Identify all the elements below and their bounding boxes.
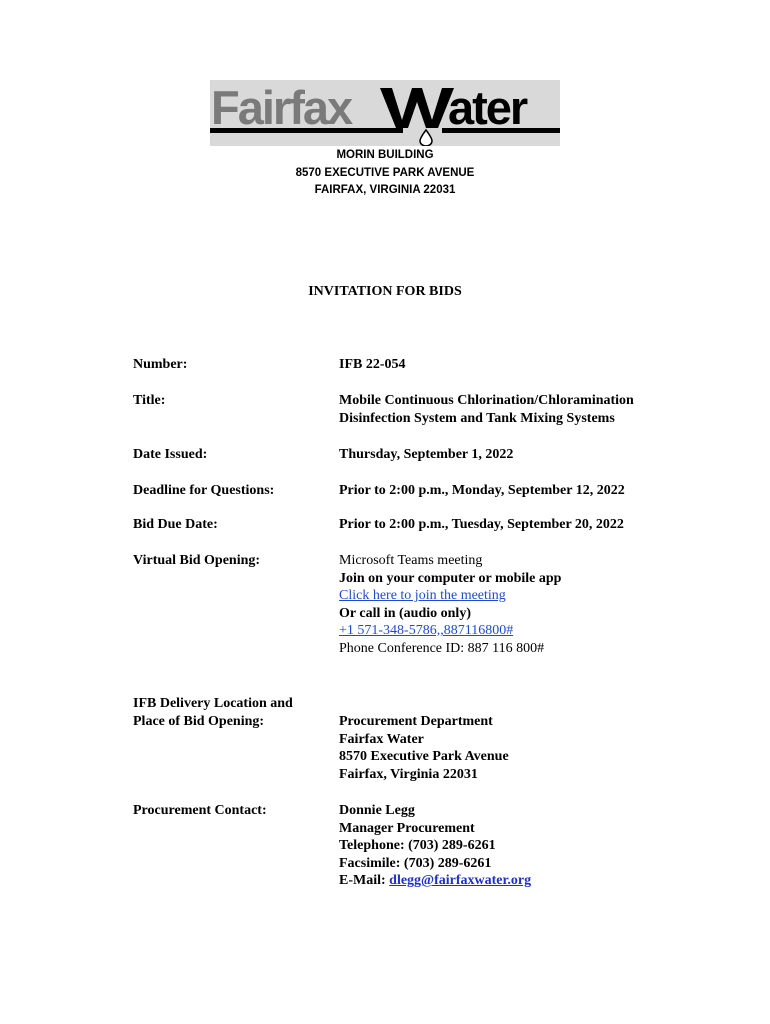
procurement-contact-value xyxy=(339,802,759,890)
phone-number-link[interactable]: +1 571-348-5786,,887116800# xyxy=(339,623,514,639)
address-line: FAIRFAX, VIRGINIA 22031 xyxy=(314,184,456,196)
conference-id-text: Phone Conference ID: 887 116 800# xyxy=(339,640,545,656)
deadline-value: Prior to 2:00 p.m., Monday, September 12, 2022 xyxy=(339,483,625,498)
call-in-text: Or call in (audio only) xyxy=(339,605,471,621)
delivery-location-label: IFB Delivery Location and Place of Bid Opening: xyxy=(133,696,293,729)
address-line: MORIN BUILDING xyxy=(336,149,434,161)
number-value: IFB 22-054 xyxy=(339,357,406,372)
contact-telephone: Telephone: (703) 289-6261 xyxy=(339,838,496,854)
date-issued-label: Date Issued: xyxy=(133,447,208,462)
virtual-bid-opening-value xyxy=(339,552,759,658)
procurement-contact-label: Procurement Contact: xyxy=(133,803,267,818)
join-text: Join on your computer or mobile app xyxy=(339,570,562,586)
contact-role: Manager Procurement xyxy=(339,820,475,836)
join-meeting-link[interactable]: Click here to join the meeting xyxy=(339,588,506,604)
email-link[interactable]: dlegg@fairfaxwater.org xyxy=(389,873,532,889)
bid-due-date-label: Bid Due Date: xyxy=(133,517,218,532)
logo-text-fairfax: Fairfax xyxy=(211,81,352,134)
virtual-bid-opening-label: Virtual Bid Opening: xyxy=(133,553,261,568)
email-label: E-Mail: xyxy=(339,873,390,889)
bid-due-date-value: Prior to 2:00 p.m., Tuesday, September 20, 2022 xyxy=(339,517,624,532)
title-value: Mobile Continuous Chlorination/Chloramination Disinfection System and Tank Mixing Systems xyxy=(339,393,634,426)
logo-text-water: ater xyxy=(448,81,527,134)
teams-meeting-text: Microsoft Teams meeting xyxy=(339,553,483,568)
contact-name: Donnie Legg xyxy=(339,803,415,818)
contact-facsimile: Facsimile: (703) 289-6261 xyxy=(339,855,492,871)
deadline-label: Deadline for Questions: xyxy=(133,483,275,498)
address-block xyxy=(0,147,770,200)
fairfax-water-logo xyxy=(210,80,560,146)
date-issued-value: Thursday, September 1, 2022 xyxy=(339,447,514,462)
number-label: Number: xyxy=(133,357,188,372)
delivery-location-value: Procurement Department Fairfax Water 8570 Executive Park Avenue Fairfax, Virginia 22031 xyxy=(339,714,509,782)
address-line: 8570 EXECUTIVE PARK AVENUE xyxy=(295,166,475,179)
document-title: INVITATION FOR BIDS xyxy=(308,284,462,299)
title-label: Title: xyxy=(133,393,166,408)
